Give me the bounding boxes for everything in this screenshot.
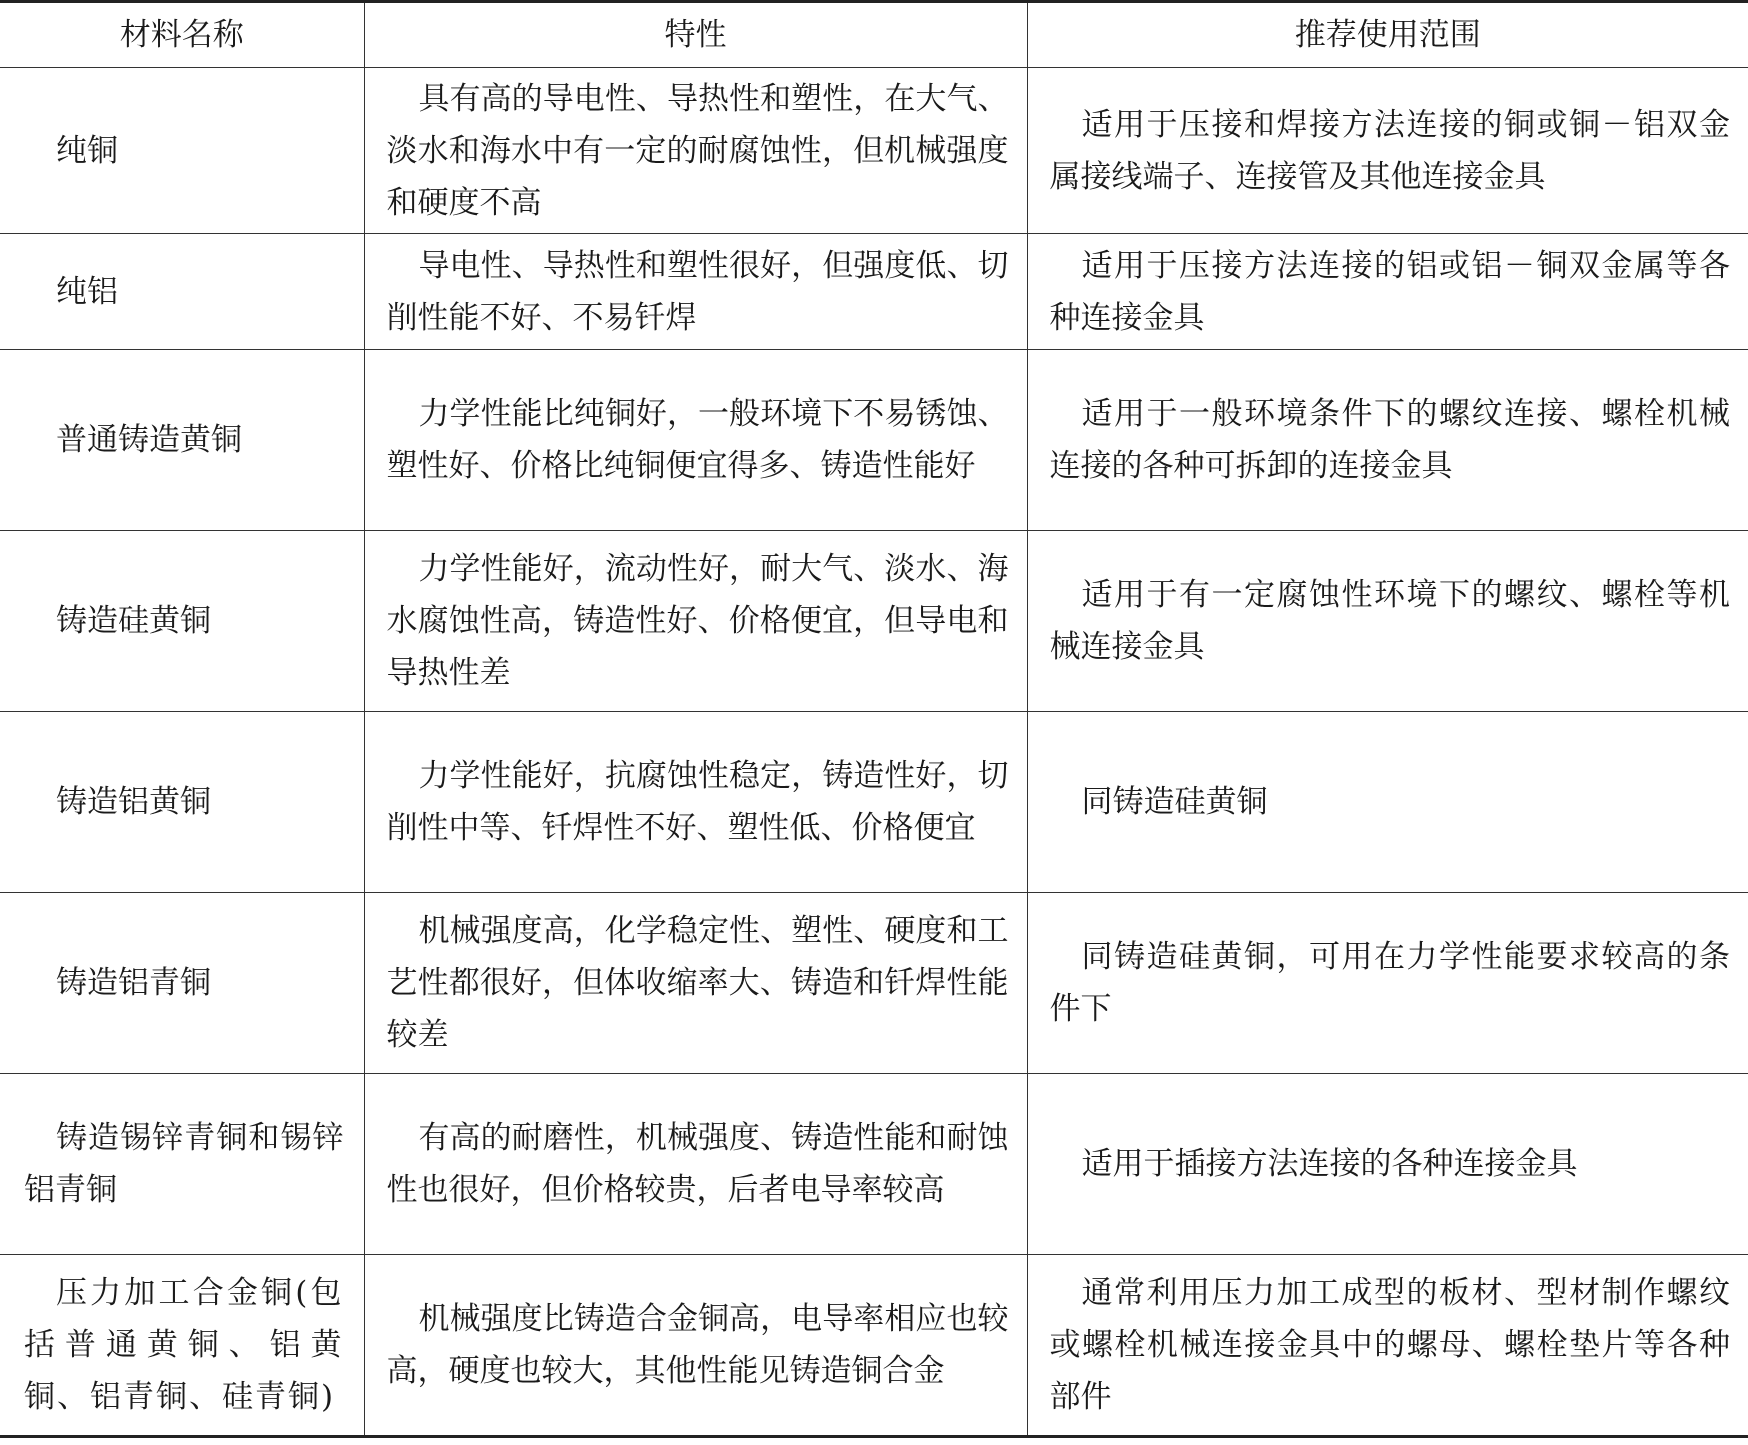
material-property: 有高的耐磨性，机械强度、铸造性能和耐蚀性也很好，但价格较贵，后者电导率较高 (364, 1074, 1027, 1255)
material-usage: 适用于插接方法连接的各种连接金具 (1027, 1074, 1748, 1255)
table-row (0, 1074, 1748, 1255)
material-usage: 同铸造硅黄铜，可用在力学性能要求较高的条件下 (1027, 893, 1748, 1074)
table-row (0, 68, 1748, 234)
header-row (0, 2, 1748, 68)
material-property: 机械强度比铸造合金铜高，电导率相应也较高，硬度也较大，其他性能见铸造铜合金 (364, 1255, 1027, 1437)
material-name: 铸造铝黄铜 (0, 712, 364, 893)
header-material-name: 材料名称 (0, 2, 364, 68)
material-usage: 适用于一般环境条件下的螺纹连接、螺栓机械连接的各种可拆卸的连接金具 (1027, 350, 1748, 531)
material-name: 铸造铝青铜 (0, 893, 364, 1074)
material-name: 铸造锡锌青铜和锡锌铝青铜 (0, 1074, 364, 1255)
material-name: 纯铜 (0, 68, 364, 234)
table-row (0, 531, 1748, 712)
material-usage: 通常利用压力加工成型的板材、型材制作螺纹或螺栓机械连接金具中的螺母、螺栓垫片等各种部件 (1027, 1255, 1748, 1437)
material-name: 普通铸造黄铜 (0, 350, 364, 531)
header-property: 特性 (364, 2, 1027, 68)
material-usage: 同铸造硅黄铜 (1027, 712, 1748, 893)
material-usage: 适用于压接方法连接的铝或铝－铜双金属等各种连接金具 (1027, 234, 1748, 350)
table-row (0, 350, 1748, 531)
material-property: 导电性、导热性和塑性很好，但强度低、切削性能不好、不易钎焊 (364, 234, 1027, 350)
material-usage: 适用于有一定腐蚀性环境下的螺纹、螺栓等机械连接金具 (1027, 531, 1748, 712)
table-row (0, 712, 1748, 893)
material-property: 力学性能比纯铜好，一般环境下不易锈蚀、塑性好、价格比纯铜便宜得多、铸造性能好 (364, 350, 1027, 531)
table-row (0, 893, 1748, 1074)
material-name: 纯铝 (0, 234, 364, 350)
material-property: 具有高的导电性、导热性和塑性，在大气、淡水和海水中有一定的耐腐蚀性，但机械强度和硬度不高 (364, 68, 1027, 234)
table-row (0, 1255, 1748, 1437)
material-property: 力学性能好，抗腐蚀性稳定，铸造性好，切削性中等、钎焊性不好、塑性低、价格便宜 (364, 712, 1027, 893)
material-name: 铸造硅黄铜 (0, 531, 364, 712)
table-row (0, 234, 1748, 350)
material-name: 压力加工合金铜(包括普通黄铜、铝黄铜、铝青铜、硅青铜) (0, 1255, 364, 1437)
header-usage: 推荐使用范围 (1027, 2, 1748, 68)
material-property: 力学性能好，流动性好，耐大气、淡水、海水腐蚀性高，铸造性好、价格便宜，但导电和导热性差 (364, 531, 1027, 712)
material-property: 机械强度高，化学稳定性、塑性、硬度和工艺性都很好，但体收缩率大、铸造和钎焊性能较差 (364, 893, 1027, 1074)
material-usage: 适用于压接和焊接方法连接的铜或铜－铝双金属接线端子、连接管及其他连接金具 (1027, 68, 1748, 234)
